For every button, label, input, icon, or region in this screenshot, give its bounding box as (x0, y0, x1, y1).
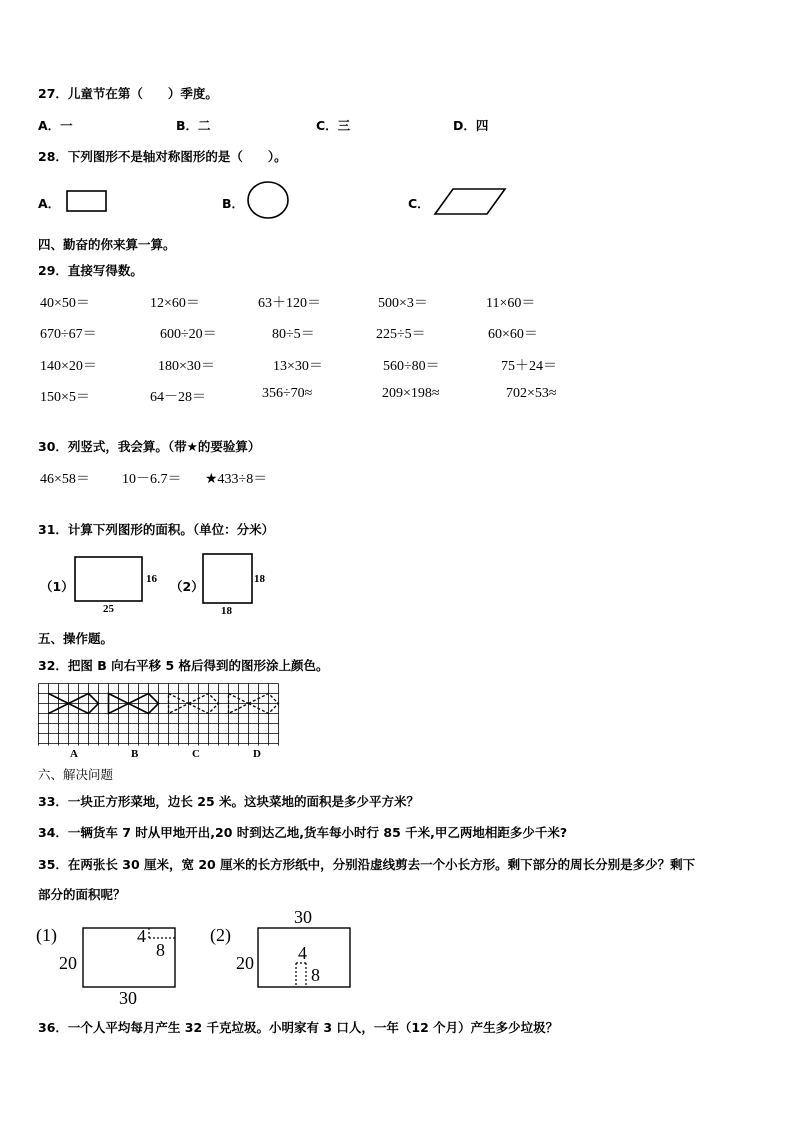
q35-fig2-cut-height: 8 (311, 965, 320, 985)
circle-shape-b (247, 181, 291, 221)
calc-item: 702×53≈ (506, 386, 557, 401)
q27-option-a: A．一 (38, 118, 73, 133)
section-5-heading: 五、操作题。 (38, 631, 114, 646)
q31-fig1-label: （1） (40, 579, 74, 594)
grid-figure (38, 683, 284, 747)
grid-label-a: A (70, 748, 78, 760)
section-6-heading: 六、解决问题 (38, 767, 114, 782)
q35-question-line1: 35．在两张长 30 厘米，宽 20 厘米的长方形纸中，分别沿虚线剪去一个小长方形。剩下部分的周长分别是多少？剩下 (38, 857, 696, 872)
q33-question: 33．一块正方形菜地，边长 25 米。这块菜地的面积是多少平方米？ (38, 794, 419, 809)
vertical-calc-item: ★433÷8＝ (205, 472, 268, 487)
q34-question: 34．一辆货车 7 时从甲地开出,20 时到达乙地,货车每小时行 85 千米,甲乙两地相距多少千米? (38, 825, 568, 840)
q35-fig1-height: 20 (59, 953, 77, 973)
calc-item: 560÷80＝ (383, 359, 440, 374)
q35-question-line2: 部分的面积呢？ (38, 887, 126, 902)
q29-question: 29．直接写得数。 (38, 263, 143, 278)
q31-fig1-side: 16 (146, 573, 157, 585)
calc-item: 60×60＝ (488, 327, 538, 342)
calc-item: 75＋24＝ (501, 359, 557, 374)
rectangle-figure-1 (74, 556, 144, 604)
q28-label-c: C． (408, 196, 430, 211)
q27-option-d: D．四 (453, 118, 489, 133)
q28-question: 28．下列图形不是轴对称图形的是（ ）。 (38, 149, 287, 164)
q35-fig2-height: 20 (236, 953, 254, 973)
calc-item: 150×5＝ (40, 390, 90, 405)
calc-item: 80÷5＝ (272, 327, 315, 342)
q35-fig1-width: 30 (119, 988, 137, 1008)
calc-item: 140×20＝ (40, 359, 97, 374)
calc-item: 63＋120＝ (258, 296, 321, 311)
vertical-calc-item: 46×58＝ (40, 472, 90, 487)
q31-fig2-bottom: 18 (221, 605, 232, 617)
calc-item: 600÷20＝ (160, 327, 217, 342)
calc-item: 11×60＝ (486, 296, 536, 311)
square-figure-2 (202, 553, 254, 605)
grid-label-c: C (192, 748, 200, 760)
q27-question: 27．儿童节在第（ ）季度。 (38, 86, 218, 101)
calc-item: 356÷70≈ (262, 386, 313, 401)
q35-fig2-width: 30 (294, 907, 312, 927)
q35-fig1-label: (1) (36, 925, 57, 945)
q31-question: 31．计算下列图形的面积。（单位：分米） (38, 522, 275, 537)
vertical-calc-item: 10－6.7＝ (122, 472, 182, 487)
q35-fig1-cut-width: 4 (137, 926, 146, 946)
calc-item: 500×3＝ (378, 296, 428, 311)
calc-item: 64－28＝ (150, 390, 206, 405)
grid-label-b: B (131, 748, 139, 760)
grid-label-d: D (253, 748, 261, 760)
calc-item: 12×60＝ (150, 296, 200, 311)
section-4-heading: 四、勤奋的你来算一算。 (38, 237, 176, 252)
calc-item: 225÷5＝ (376, 327, 426, 342)
calc-item: 180×30＝ (158, 359, 215, 374)
q32-question: 32．把图 B 向右平移 5 格后得到的图形涂上颜色。 (38, 658, 329, 673)
q36-question: 36．一个人平均每月产生 32 千克垃圾。小明家有 3 口人，一年（12 个月）产生多少垃圾？ (38, 1020, 559, 1035)
q35-fig1-cut-height: 8 (156, 940, 165, 960)
calc-item: 40×50＝ (40, 296, 90, 311)
parallelogram-shape-c (433, 187, 509, 217)
calc-item: 209×198≈ (382, 386, 440, 401)
q35-fig2-label: (2) (210, 925, 231, 945)
q27-option-b: B．二 (176, 118, 211, 133)
q28-label-b: B． (222, 196, 245, 211)
q28-label-a: A． (38, 196, 61, 211)
q31-fig1-bottom: 25 (103, 603, 114, 615)
calc-item: 13×30＝ (273, 359, 323, 374)
q31-fig2-label: （2） (170, 579, 204, 594)
q27-option-c: C．三 (316, 118, 351, 133)
calc-item: 670÷67＝ (40, 327, 97, 342)
q35-fig2-cut-width: 4 (298, 943, 307, 963)
rectangle-shape-a (66, 190, 108, 214)
q31-fig2-side: 18 (254, 573, 265, 585)
q30-question: 30．列竖式，我会算。（带★的要验算） (38, 439, 261, 454)
